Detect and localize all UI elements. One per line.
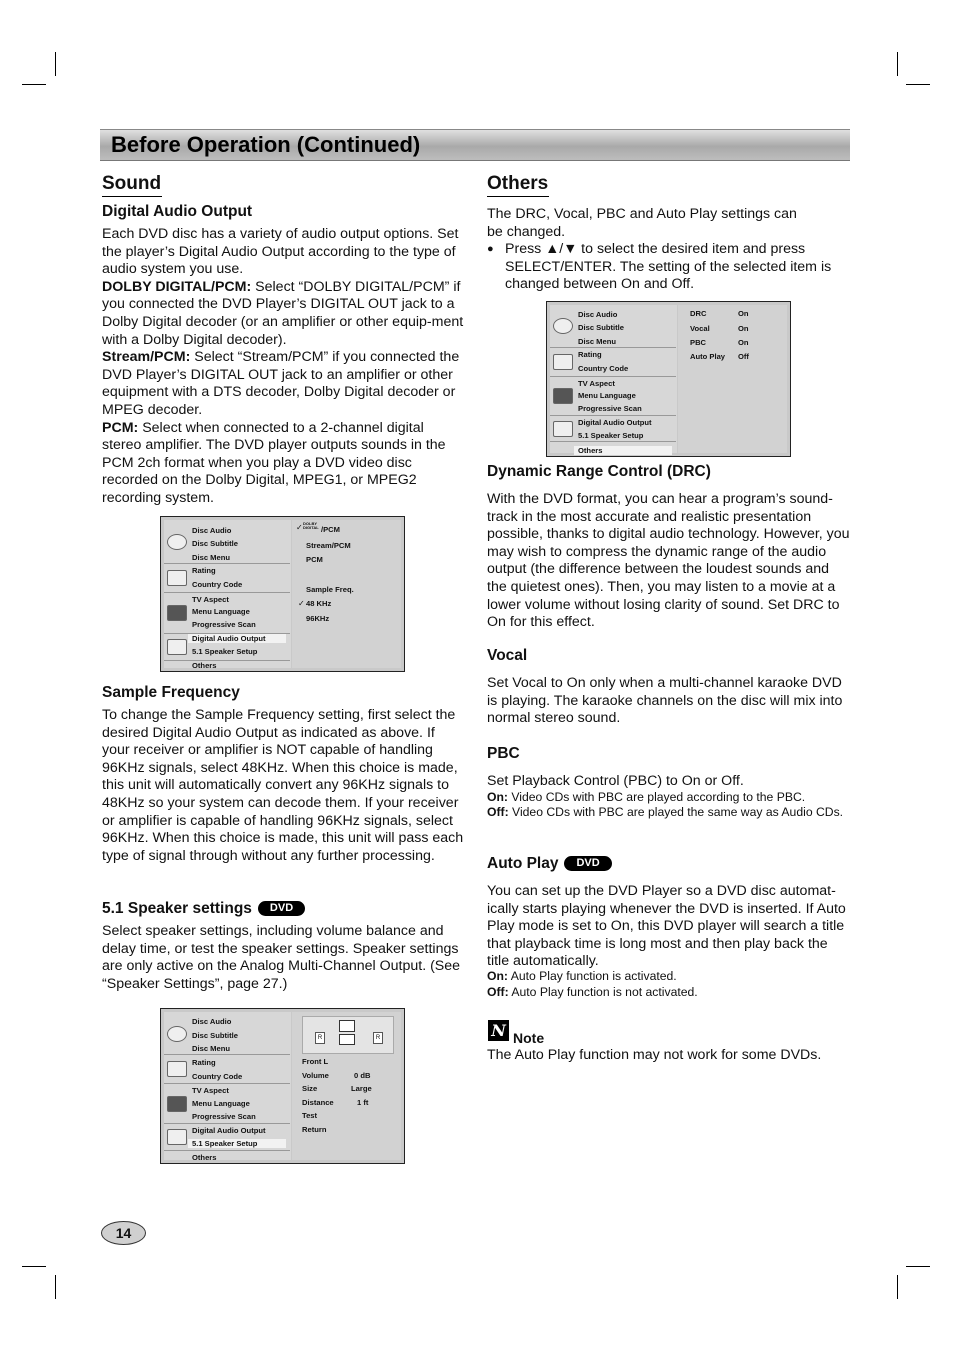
menu-right-panel — [292, 520, 401, 668]
sample-freq-label: Sample Freq. — [306, 585, 354, 594]
dvd-badge: DVD — [564, 856, 611, 871]
crop-mark — [55, 1275, 56, 1299]
menu-item-speaker-setup: 5.1 Speaker Setup — [188, 1139, 286, 1148]
dvd-badge: DVD — [258, 901, 305, 916]
drc-value: On — [738, 309, 749, 318]
menu-right-panel — [678, 305, 787, 453]
disc-icon — [167, 1026, 187, 1042]
freq-96-option: 96KHz — [306, 614, 330, 623]
digital-audio-output-text: Each DVD disc has a variety of audio output options. Set the player’s Digital Audio Output according to the type of audio system you use. DOLBY DIGITAL/PCM: Select “DOLBY DIGITAL/PCM” if you connected the DVD Player’s DIGITAL OUT jack to a Dolby Digital decoder (or an amplifier or other equip-ment with a Dolby Digital decoder). Stream/PCM: Select “Stream/PCM” if you connected the DVD Player’s DIGITAL OUT jack to an amplifier or other equipment with a DTS decoder, Dolby Digital decoder or MPEG decoder. PCM: Select when connected to a 2-channel digital stereo amplifier. The DVD player outputs sounds in the PCM 2ch format when you play a DVD video disc recorded on the Dolby Digital, MPEG1, or MPEG2 recording system. — [102, 226, 464, 506]
vocal-text: Set Vocal to On only when a multi-channel karaoke DVD is playing. The karaoke channels on the disc will mix into normal stereo sound. — [487, 675, 843, 727]
heading-sample-frequency: Sample Frequency — [102, 684, 240, 701]
crop-mark — [55, 52, 56, 76]
speaker-icon — [167, 639, 187, 655]
page-number: 14 — [101, 1221, 146, 1245]
menu-item-speaker-setup: 5.1 Speaker Setup — [192, 647, 258, 656]
pbc-on-text: On: Video CDs with PBC are played according to the PBC. — [487, 790, 806, 804]
menu-left-panel — [164, 1012, 291, 1160]
menu-item-rating: Rating — [578, 350, 602, 359]
menu-item-disc-menu: Disc Menu — [578, 337, 616, 346]
dolby-pcm-option: /PCM — [321, 525, 340, 534]
menu-item-disc-menu: Disc Menu — [192, 553, 230, 562]
crop-mark — [897, 52, 898, 76]
menu-item-digital-audio-output: Digital Audio Output — [188, 634, 286, 643]
menu-screenshot-audio — [160, 516, 405, 672]
speaker-icon — [553, 421, 573, 437]
menu-item-progressive-scan: Progressive Scan — [578, 404, 642, 413]
heading-vocal: Vocal — [487, 647, 528, 664]
auto-play-on-text: On: Auto Play function is activated. — [487, 969, 677, 983]
note-text: The Auto Play function may not work for some DVDs. — [487, 1047, 822, 1063]
menu-screenshot-others — [546, 301, 791, 457]
lock-icon — [167, 570, 187, 586]
menu-item-menu-language: Menu Language — [192, 1099, 250, 1108]
menu-item-digital-audio-output: Digital Audio Output — [192, 1126, 266, 1135]
crop-mark — [22, 84, 46, 85]
speaker-diagram — [302, 1016, 394, 1054]
menu-item-progressive-scan: Progressive Scan — [192, 620, 256, 629]
menu-item-country-code: Country Code — [192, 580, 243, 589]
speaker-box-left: R — [315, 1032, 325, 1044]
speaker-center — [339, 1020, 355, 1032]
speaker-icon — [167, 1129, 187, 1145]
crop-mark — [22, 1266, 46, 1267]
disc-icon — [553, 318, 573, 334]
pbc-text: Set Playback Control (PBC) to On or Off. — [487, 773, 744, 789]
menu-item-disc-subtitle: Disc Subtitle — [192, 539, 238, 548]
drc-text: With the DVD format, you can hear a program’s sound-track in the most accurate and realistic presentation possible, thanks to digital audio technology. However, you may wish to compress the dynamic range of the audio output (the difference between the loudest sounds and the quietest ones). Then, you may listen to a movie at a lower volume without losing clarity of sound. Set DRC to On for this effect. — [487, 491, 850, 631]
auto-play-text: You can set up the DVD Player so a DVD disc automat-ically starts playing whenever the DVD is inserted. If Auto Play mode is set to On, this DVD player will search a title that playback time is long most and then play back the title automatically. — [487, 883, 846, 970]
menu-item-rating: Rating — [192, 1058, 216, 1067]
pbc-off-text: Off: Video CDs with PBC are played the same way as Audio CDs. — [487, 805, 844, 819]
size-label: Size — [302, 1084, 318, 1093]
auto-play-value: Off — [738, 352, 749, 361]
tv-icon — [553, 388, 573, 404]
menu-item-country-code: Country Code — [578, 364, 629, 373]
menu-item-digital-audio-output: Digital Audio Output — [578, 418, 652, 427]
auto-play-off-text: Off: Auto Play function is not activated. — [487, 985, 698, 999]
freq-48-option: 48 KHz — [306, 599, 332, 608]
menu-item-disc-audio: Disc Audio — [578, 310, 618, 319]
tv-icon — [167, 605, 187, 621]
vocal-label: Vocal — [690, 324, 710, 333]
volume-label: Volume — [302, 1071, 329, 1080]
menu-item-others: Others — [192, 1153, 217, 1162]
menu-item-others: Others — [574, 446, 672, 455]
menu-item-menu-language: Menu Language — [578, 391, 636, 400]
heading-auto-play: Auto Play DVD — [487, 855, 612, 873]
sample-frequency-text: To change the Sample Frequency setting, first select the desired Digital Audio Output as indicated as above. If your receiver or amplifier is NOT capable of handling 96KHz signals, select 48KHz. When this choice is made, this unit will automatically convert any 96KHz signals to 48KHz so your system can decode them. If your receiver or amplifier is capable of handling 96KHz signals, select 96KHz. When this choice is made, this unit will pass each type of signal through without any further processing. — [102, 707, 464, 864]
lock-icon — [167, 1061, 187, 1077]
heading-pbc: PBC — [487, 745, 520, 762]
menu-right-panel — [292, 1012, 401, 1160]
menu-item-speaker-setup: 5.1 Speaker Setup — [578, 431, 644, 440]
crop-mark — [897, 1275, 898, 1299]
menu-item-disc-menu: Disc Menu — [192, 1044, 230, 1053]
disc-icon — [167, 534, 187, 550]
bullet-icon: ● — [487, 243, 494, 255]
distance-value: 1 ft — [357, 1098, 369, 1107]
page-title-bar — [100, 129, 850, 161]
menu-item-tv-aspect: TV Aspect — [192, 1086, 229, 1095]
page-title: Before Operation (Continued) — [111, 132, 421, 157]
size-value: Large — [351, 1084, 372, 1093]
crop-mark — [906, 84, 930, 85]
heading-speaker-settings: 5.1 Speaker settings DVD — [102, 900, 305, 918]
vocal-value: On — [738, 324, 749, 333]
pcm-option: PCM — [306, 555, 323, 564]
crop-mark — [906, 1266, 930, 1267]
menu-item-disc-subtitle: Disc Subtitle — [578, 323, 624, 332]
speaker-box-right: R — [373, 1032, 383, 1044]
menu-item-progressive-scan: Progressive Scan — [192, 1112, 256, 1121]
pbc-value: On — [738, 338, 749, 347]
menu-screenshot-speaker — [160, 1008, 405, 1164]
note-icon: N — [488, 1020, 509, 1041]
section-title-sound: Sound — [102, 173, 162, 197]
dolby-logo: DOLBY DIGITAL — [303, 521, 319, 530]
distance-label: Distance — [302, 1098, 334, 1107]
menu-left-panel — [164, 520, 291, 668]
heading-drc: Dynamic Range Control (DRC) — [487, 463, 711, 480]
tv-icon — [167, 1096, 187, 1112]
check-icon: ✓ — [296, 523, 303, 532]
heading-digital-audio-output: Digital Audio Output — [102, 203, 253, 220]
check-icon: ✓ — [298, 599, 305, 608]
test-label: Test — [302, 1111, 318, 1120]
stream-pcm-option: Stream/PCM — [306, 541, 351, 550]
lock-icon — [553, 354, 573, 370]
menu-item-disc-subtitle: Disc Subtitle — [192, 1031, 238, 1040]
menu-item-disc-audio: Disc Audio — [192, 1017, 232, 1026]
menu-item-rating: Rating — [192, 566, 216, 575]
menu-item-tv-aspect: TV Aspect — [578, 379, 615, 388]
menu-left-panel — [550, 305, 677, 453]
note-label: Note — [513, 1030, 545, 1046]
menu-item-menu-language: Menu Language — [192, 607, 250, 616]
menu-item-country-code: Country Code — [192, 1072, 243, 1081]
auto-play-label: Auto Play — [690, 352, 726, 361]
drc-label: DRC — [690, 309, 707, 318]
return-label: Return — [302, 1125, 327, 1134]
speaker-settings-text: Select speaker settings, including volume balance and delay time, or test the speaker settings. Speaker settings are only active on the Analog Multi-Channel Output. (See “Speaker Settings”, page 27.) — [102, 923, 461, 992]
others-bullet-text: Press ▲/▼ to select the desired item and press SELECT/ENTER. The setting of the selected item is changed between On and Off. — [505, 241, 832, 293]
others-intro: The DRC, Vocal, PBC and Auto Play settings can be changed. — [487, 206, 797, 240]
pbc-label: PBC — [690, 338, 707, 347]
front-l-label: Front L — [302, 1057, 329, 1066]
section-title-others: Others — [487, 173, 549, 197]
menu-item-others: Others — [192, 661, 217, 670]
menu-item-disc-audio: Disc Audio — [192, 526, 232, 535]
volume-value: 0 dB — [354, 1071, 371, 1080]
menu-item-tv-aspect: TV Aspect — [192, 595, 229, 604]
speaker-center-lower — [339, 1034, 355, 1045]
